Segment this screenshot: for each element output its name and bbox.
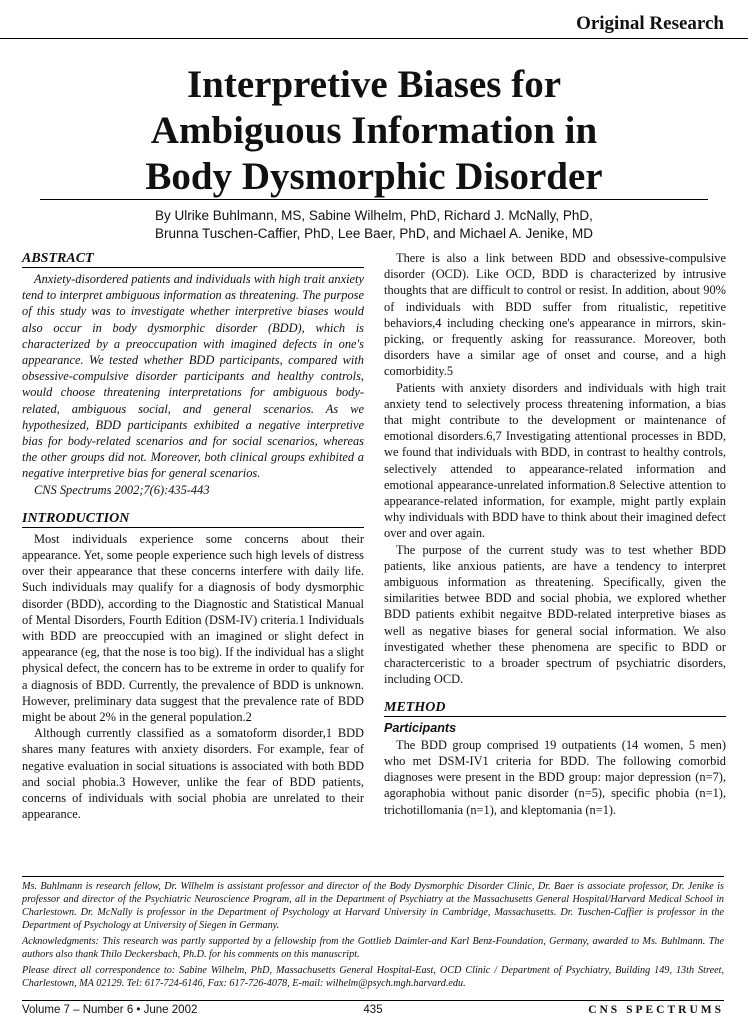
section-label: Original Research	[576, 13, 724, 34]
abstract-text: Anxiety-disordered patients and individuals with high trait anxiety tend to interpret ambiguous information as threatening. The purpose of this study was to investigate whether interpretive biases would also occur in body dysmorphic disorder (BDD), which is characterized by a preoccupation with imagined defects in one's appearance. We tested whether BDD participants, compared with obsessive-compulsive disorder participants and healthy controls, would choose threatening interpretations for ambiguous body-related, ambiguous social, and general scenarios. As we hypothesized, BDD participants exhibited a negative interpretive bias for body-related scenarios and for social scenarios, whereas the other groups did not. Moreover, both clinical groups exhibited a negative interpretive bias for general scenarios.	[22, 272, 364, 481]
footnotes	[22, 880, 724, 993]
method-heading: METHOD	[384, 699, 726, 717]
title-line: Body Dysmorphic Disorder	[145, 155, 603, 198]
article-title	[0, 62, 748, 200]
author-list	[0, 207, 748, 243]
acknowledgments-note: Acknowledgments: This research was partly supported by a fellowship from the Gottlieb Daimler-and Karl Benz-Foundation, Germany, awarded to Ms. Buhlmann. The authors also thank Thilo Deckersbach, Ph.D. for his comments on this manuscript.	[22, 936, 724, 960]
right-column	[384, 250, 726, 818]
body-paragraph: The BDD group comprised 19 outpatients (14 women, 5 men) who met DSM-IV1 criteria for BDD. The following comorbid diagnoses were present in the BDD group: major depression (n=7), agoraphobia without panic disorder (n=5), specific phobia (n=1), trichotillomania (n=1), and kleptomania (n=1).	[384, 737, 726, 817]
author-line: Brunna Tuschen-Caffier, PhD, Lee Baer, PhD, and Michael A. Jenike, MD	[155, 226, 593, 241]
page-number: 435	[363, 1004, 383, 1016]
abstract-heading: ABSTRACT	[22, 250, 364, 268]
body-paragraph: The purpose of the current study was to test whether BDD patients, like anxious patients, are have a tendency to interpret ambiguous information as threatening. Specifically, given the similarities betwee BDD and social phobia, we explored whether BDD patients exhibit negaitve BDD-related interpretive biases as well as negative biases for general social information. We also investigated whether these phenomena are specific to BDD or characterceristic to a broader spectrum of psychiatric disorders, including OCD.	[384, 542, 726, 687]
body-paragraph: There is also a link between BDD and obsessive-compulsive disorder (OCD). Like OCD, BDD is characterized by intrusive thoughts that are difficult to control or resist. In addition, about 90% of individuals with BDD suffer from ritualistic, repetitive behaviors,4 including checking one's appearance in mirrors, skin-picking, or frequently asking for reassurance. Moreover, both disorders have a similar age of onset and course, and a high comorbidity.5	[384, 251, 726, 379]
abstract-citation: CNS Spectrums 2002;7(6):435-443	[34, 482, 210, 497]
introduction-heading: INTRODUCTION	[22, 510, 364, 528]
left-column	[22, 250, 364, 823]
body-paragraph: Although currently classified as a somatoform disorder,1 BDD shares many features with anxiety disorders. For example, fear of negative evaluation in social situations is associated with both BDD and social phobia.3 However, unlike the fear of BDD patients, concerns of individuals with social phobia are unrelated to their appearance.	[22, 726, 364, 822]
participants-subheading: Participants	[384, 721, 457, 736]
author-line: By Ulrike Buhlmann, MS, Sabine Wilhelm, PhD, Richard J. McNally, PhD,	[155, 208, 593, 223]
footer-rule	[22, 1000, 724, 1001]
body-paragraph: Patients with anxiety disorders and individuals with high trait anxiety tend to selectively process threatening information, a bias that might contribute to the development or maintenance of emotional disorders.6,7 Investigating attentional processes in BDD, we found that individuals with BDD, in contrast to healthy controls, selectively attended to appearance-related information and emotional appearance-unrelated information.8 Selective attention to appearance-related information, for example, might partly explain why individuals with BDD have to think about their imagined defect over and over again.	[384, 380, 726, 541]
issue-info: Volume 7 – Number 6 • June 2002	[22, 1004, 198, 1016]
page-footer	[22, 1004, 724, 1020]
correspondence-note: Please direct all correspondence to: Sabine Wilhelm, PhD, Massachusetts General Hospital-East, OCD Clinic / Department of Psychiatry, Building 149, 13th Street, Charlestown, MA 02129. Tel: 617-724-6146, Fax: 617-726-4078, E-mail: wilhelm@psych.mgh.harvard.edu.	[22, 965, 724, 989]
title-line: Ambiguous Information in	[150, 109, 598, 152]
title-rule	[40, 199, 708, 200]
affiliation-note: Ms. Buhlmann is research fellow, Dr. Wilhelm is assistant professor and director of the Body Dysmorphic Disorder Clinic, Dr. Baer is associate professor, Dr. Jenike is professor and director of the Psychiatric Neuroscience Program, all in the Department of Psychiatry at the Massachusetts General Hospital/Harvard Medical School in Charlestown. Dr. McNally is professor in the Department of Psychology at Harvard University in Cambridge, Massachusetts. Dr. Tuschen-Caffier is professor in the Department of Psychology at University of Siegen in Germany.	[22, 881, 724, 931]
journal-name: CNS SPECTRUMS	[588, 1004, 724, 1016]
footnote-rule	[22, 876, 724, 877]
body-paragraph: Most individuals experience some concerns about their appearance. Yet, some people experience such high levels of distress over their appearance that these concerns interfere with daily life. Such individuals may qualify for a diagnosis of body dysmorphic disorder (BDD), according to the Diagnostic and Statistical Manual of Mental Disorders, Fourth Edition (DSM-IV) criteria.1 Individuals with BDD are preoccupied with an imagined or slight defect in appearance (eg, that the nose is too big). If the individual has a slight physical defect, the concern has to be extreme in order to qualify for a diagnosis of BDD. Currently, the prevalence of BDD is unknown. However, preliminary data suggest that the prevalence rate of BDD might be about 2% in the general population.2	[22, 531, 364, 725]
title-line: Interpretive Biases for	[186, 63, 562, 106]
header-rule	[0, 38, 748, 39]
